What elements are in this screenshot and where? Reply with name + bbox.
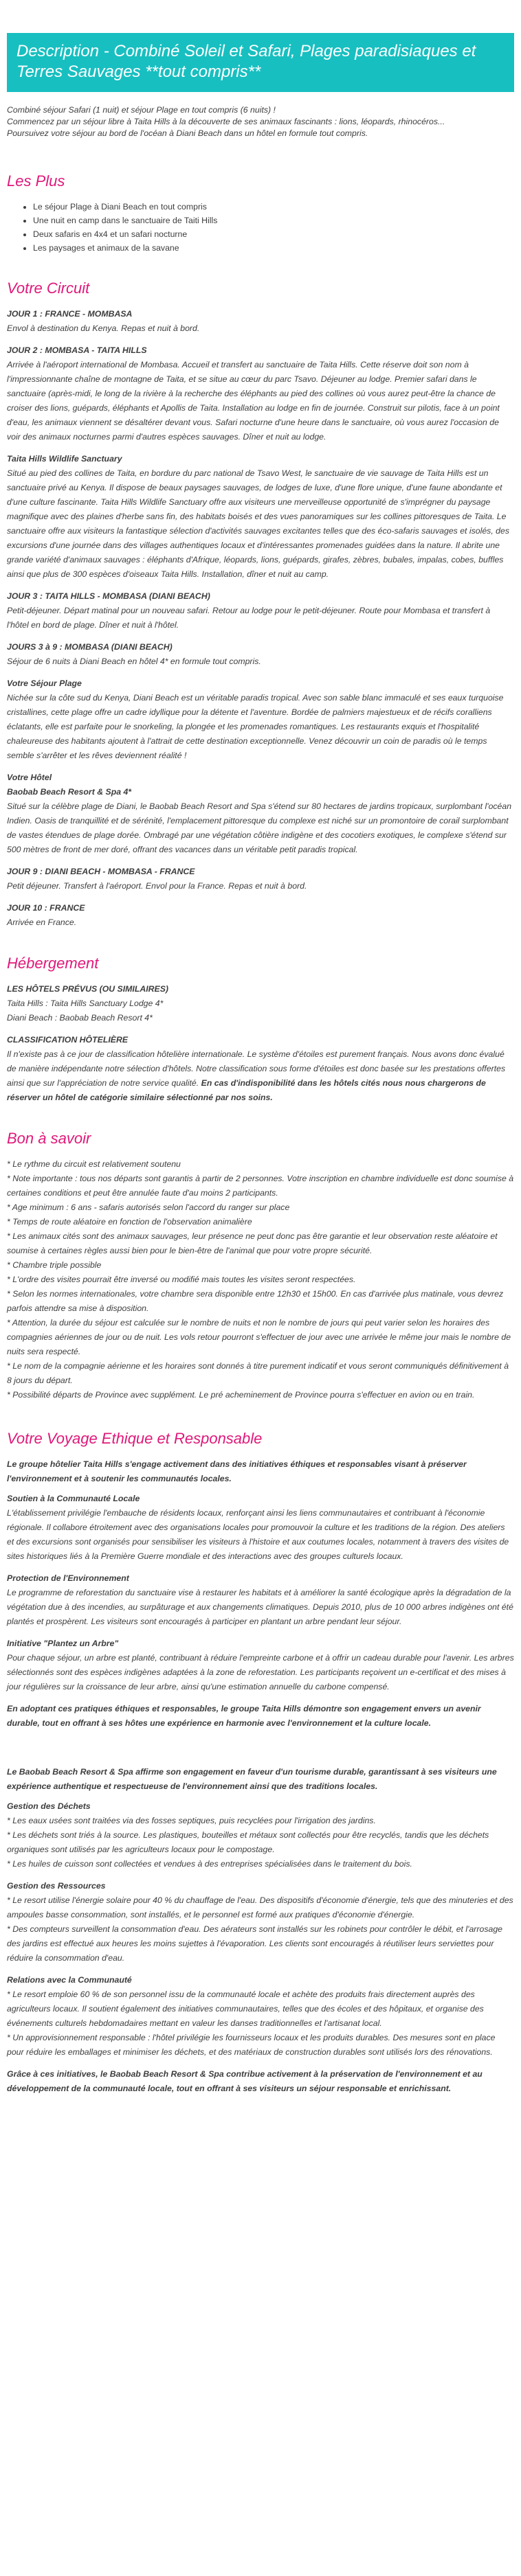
day-block bbox=[7, 865, 514, 893]
day-body: Situé au pied des collines de Taita, en bordure du parc national de Tsavo West, le sanctuaire de vie sauvage de Taita Hills est un sanctuaire privé au Kenya. Il dispose de beaux paysages sauvages, de lodges de luxe, d'une flore unique, d'une faune abondante et d'une culture fascinante. Taita Hills Wildlife Sanctuary offre aux visiteurs une merveilleuse opportunité de s'imprégner du paysage magnifique avec des plaines d'herbe sans fin, des habitats boisés et des vues panoramiques sur les collines pittoresques de Taita. Le sanctuaire offre aux visiteurs la fantastique sélection d'activités sauvages excitantes telles que des éco-safaris sauvages et isolés, des excursions d'une journée dans des villages authentiques locaux et d'intéressantes promenades guidées dans la nature. Il abrite une grande variété d'animaux sauvages : éléphants d'Afrique, léopards, lions, guépards, girafes, zèbres, bubales, impalas, cobes, buffles ainsi que plus de 300 espèces d'oiseaux Taita Hills. Installation, dîner et nuit au camp. bbox=[7, 468, 509, 579]
baobab-item bbox=[7, 1799, 514, 1871]
day-body: Petit-déjeuner. Départ matinal pour un nouveau safari. Retour au lodge pour le petit-déjeuner. Route pour Mombasa et transfert à l'hôtel en bord de plage. Dîner et nuit à l'hôtel. bbox=[7, 606, 491, 630]
info-line: * Le nom de la compagnie aérienne et les horaires sont donnés à titre purement indicatif et vous seront communiqués définitivement à 8 jours du départ. bbox=[7, 1361, 509, 1385]
day-title: Votre Hôtel Baobab Beach Resort & Spa 4* bbox=[7, 773, 132, 797]
day-body: Envol à destination du Kenya. Repas et nuit à bord. bbox=[7, 323, 200, 333]
ethique-item-title: Initiative "Plantez un Arbre" bbox=[7, 1639, 119, 1648]
classification-title: CLASSIFICATION HÔTELIÈRE bbox=[7, 1035, 129, 1045]
page bbox=[0, 33, 521, 2096]
baobab-item bbox=[7, 1879, 514, 1965]
day-body: Arrivée en France. bbox=[7, 917, 77, 927]
info-line: * Age minimum : 6 ans - safaris autorisés selon l'accord du ranger sur place bbox=[7, 1202, 290, 1212]
day-title: JOUR 10 : FRANCE bbox=[7, 903, 85, 913]
bon-a-savoir-list bbox=[7, 1157, 514, 1402]
day-title: Taita Hills Wildlife Sanctuary bbox=[7, 454, 122, 464]
intro-line: Poursuivez votre séjour au bord de l'océan à Diani Beach dans un hôtel en formule tout compris. bbox=[7, 128, 368, 138]
ethique-item-body: L'établissement privilégie l'embauche de résidents locaux, renforçant ainsi les liens communautaires et contribuant à l'économie régionale. Il collabore étroitement avec des organisations locales pour promouvoir la culture et les traditions de la région. Des ateliers et des excursions sont organisés pour sensibiliser les visiteurs à l'histoire et aux coutumes locales, notamment à travers des visites de sites historiques liés à la Première Guerre mondiale et des interactions avec des groupes culturels locaux. bbox=[7, 1508, 509, 1561]
page-title: Description - Combiné Soleil et Safari, Plages paradisiaques et Terres Sauvages **tout compris** bbox=[7, 33, 514, 92]
day-body: Petit déjeuner. Transfert à l'aéroport. Envol pour la France. Repas et nuit à bord. bbox=[7, 881, 307, 891]
baobab-item bbox=[7, 1973, 514, 2060]
day-title: JOURS 3 à 9 : MOMBASA (DIANI BEACH) bbox=[7, 642, 173, 652]
section-heading-bon-a-savoir: Bon à savoir bbox=[7, 1130, 91, 1147]
ethique-item-body: Le programme de reforestation du sanctuaire vise à restaurer les habitats et à améliorer la santé écologique après la dégradation de la végétation due à des incendies, au surpâturage et aux changements climatiques. Depuis 2010, plus de 10 000 arbres indigènes ont été plantés et prospèrent. Les visiteurs sont encouragés à participer en plantant un arbre pendant leur séjour. bbox=[7, 1588, 513, 1626]
baobab-item-title: Gestion des Déchets bbox=[7, 1801, 91, 1811]
list-item: • Les paysages et animaux de la savane bbox=[33, 241, 514, 255]
section-heading-ethique: Votre Voyage Ethique et Responsable bbox=[7, 1430, 263, 1447]
day-title: JOUR 2 : MOMBASA - TAITA HILLS bbox=[7, 345, 147, 355]
hotel-line: Taita Hills : Taita Hills Sanctuary Lodge 4* bbox=[7, 999, 164, 1008]
classification-body: Il n'existe pas à ce jour de classification hôtelière internationale. Le système d'étoiles est purement français. Nous avons donc évalué de manière indépendante notre sélection d'hôtels. Notre classification sous forme d'étoiles est donc basée sur les prestations offertes ainsi que sur l'appréciation de notre service qualité. bbox=[7, 1049, 506, 1088]
baobab-line: * Les eaux usées sont traitées via des fosses septiques, puis recyclées pour l'irrigation des jardins. bbox=[7, 1816, 376, 1825]
baobab-final: Grâce à ces initiatives, le Baobab Beach Resort & Spa contribue activement à la préservation de l'environnement et au développement de la communauté locale, tout en offrant à ses visiteurs un séjour responsable et enrichissant. bbox=[7, 2069, 483, 2093]
day-block bbox=[7, 901, 514, 930]
baobab-line: * Le resort emploie 60 % de son personnel issu de la communauté locale et achète des produits frais directement auprès des agriculteurs locaux. Il soutient également des initiatives communautaires, telles que des écoles et des hôpitaux, et organise des événements culturels hebdomadaires mettant en valeur les danses traditionnelles et l'artisanat local. bbox=[7, 1990, 484, 2028]
info-line: * Possibilité départs de Province avec supplément. Le pré acheminement de Province pourra s'effectuer en avion ou en train. bbox=[7, 1390, 475, 1400]
day-body: Situé sur la célèbre plage de Diani, le Baobab Beach Resort and Spa s'étend sur 80 hectares de jardins tropicaux, surplombant l'océan Indien. Oasis de tranquillité et de sérénité, l'emplacement pittoresque du complexe est niché sur un promontoire de corail surplombant de vastes étendues de plage dorée. Ombragé par une végétation côtière indigène et des cocotiers exotiques, le complexe s'étend sur 500 mètres de front de mer doré, offrant des vacances dans un véritable petit paradis tropical. bbox=[7, 801, 512, 854]
ethique-item-body: Pour chaque séjour, un arbre est planté, contribuant à réduire l'empreinte carbone et à offrir un cadeau durable pour l'avenir. Les arbres sélectionnés sont des espèces indigènes adaptées à la zone de reforestation. Les participants reçoivent un e-certificat et des mises à jour régulières sur la croissance de leur arbre, ainsi qu'une estimation annuelle du carbone compensé. bbox=[7, 1653, 514, 1691]
info-line: * Chambre triple possible bbox=[7, 1260, 102, 1270]
day-title: JOUR 9 : DIANI BEACH - MOMBASA - FRANCE bbox=[7, 867, 195, 876]
info-line: * L'ordre des visites pourrait être inversé ou modifié mais toutes les visites seront respectées. bbox=[7, 1275, 356, 1284]
ethique-item bbox=[7, 1637, 514, 1694]
ethique-item-title: Soutien à la Communauté Locale bbox=[7, 1494, 140, 1503]
hotels-title: LES HÔTELS PRÉVUS (OU SIMILAIRES) bbox=[7, 984, 169, 994]
list-item: • Deux safaris en 4x4 et un safari nocturne bbox=[33, 227, 514, 241]
day-block bbox=[7, 452, 514, 582]
baobab-line: * Les déchets sont triés à la source. Les plastiques, bouteilles et métaux sont collectés pour être recyclés, tandis que les déchets organiques sont utilisés par les agriculteurs locaux pour le compostage. bbox=[7, 1830, 489, 1854]
day-body: Séjour de 6 nuits à Diani Beach en hôtel 4* en formule tout compris. bbox=[7, 657, 261, 666]
day-block bbox=[7, 589, 514, 632]
info-line: * Selon les normes internationales, votre chambre sera disponible entre 12h30 et 15h00. En cas d'arrivée plus matinale, vous devrez parfois attendre sa mise à disposition. bbox=[7, 1289, 504, 1313]
baobab-line: * Le resort utilise l'énergie solaire pour 40 % du chauffage de l'eau. Des dispositifs d'économie d'énergie, tels que des minuteries et des ampoules basse consommation, sont installés, et le personnel est formé aux pratiques d'économie d'énergie. bbox=[7, 1895, 513, 1919]
list-item: • Une nuit en camp dans le sanctuaire de Taiti Hills bbox=[33, 214, 514, 227]
circuit-days bbox=[7, 307, 514, 930]
day-block bbox=[7, 307, 514, 336]
plus-list bbox=[7, 200, 514, 255]
day-title: JOUR 1 : FRANCE - MOMBASA bbox=[7, 309, 133, 319]
hotel-line: Diani Beach : Baobab Beach Resort 4* bbox=[7, 1013, 153, 1023]
day-block bbox=[7, 640, 514, 669]
baobab-line: * Un approvisionnement responsable : l'hôtel privilégie les fournisseurs locaux et les produits durables. Des mesures sont en place pour réduire les emballages et minimiser les déchets, et des matériaux de construction durables sont utilisés lors des rénovations. bbox=[7, 2033, 496, 2057]
intro bbox=[7, 104, 514, 139]
info-line: * Les animaux cités sont des animaux sauvages, leur présence ne peut donc pas être garantie et leur observation reste aléatoire et soumise à certaines règles aussi bien pour le bien-être de l'animal que pour votre propre sécurité. bbox=[7, 1231, 498, 1255]
baobab-item-title: Relations avec la Communauté bbox=[7, 1975, 132, 1985]
baobab-line: * Les huiles de cuisson sont collectées et vendues à des entreprises spécialisées dans le traitement du bois. bbox=[7, 1859, 412, 1869]
info-line: * Le rythme du circuit est relativement soutenu bbox=[7, 1159, 181, 1169]
intro-line: Combiné séjour Safari (1 nuit) et séjour Plage en tout compris (6 nuits) ! bbox=[7, 105, 276, 115]
info-line: * Temps de route aléatoire en fonction de l'observation animalière bbox=[7, 1217, 252, 1227]
day-block bbox=[7, 676, 514, 763]
ethique-item bbox=[7, 1571, 514, 1629]
info-line: * Attention, la durée du séjour est calculée sur le nombre de nuits et non le nombre de jours qui peut varier selon les horaires des compagnies aériennes de jour ou de nuit. Les vols retour pourront s'effectuer de jour avec une arrivée le même jour mais le nombre de nuits sera respecté. bbox=[7, 1318, 511, 1356]
section-heading-circuit: Votre Circuit bbox=[7, 280, 90, 297]
baobab-intro: Le Baobab Beach Resort & Spa affirme son engagement en faveur d'un tourisme durable, garantissant à ses visiteurs une expérience authentique et respectueuse de l'environnement ainsi que des traditions locales. bbox=[7, 1767, 497, 1791]
classification-note: En cas d'indisponibilité dans les hôtels cités nous nous chargerons de réserver un hôtel de catégorie similaire sélectionné par nos soins. bbox=[7, 1078, 486, 1102]
day-body: Nichée sur la côte sud du Kenya, Diani Beach est un véritable paradis tropical. Avec son sable blanc immaculé et ses eaux turquoise cristallines, cette plage offre un cadre idyllique pour la détente et l'aventure. Bordée de palmiers majestueux et de récifs coralliens éclatants, elle est parfaite pour le snorkeling, la plongée et les promenades romantiques. Les restaurants exquis et l'hospitalité chaleureuse des habitants ajoutent à l'attrait de cette destination exceptionnelle. Venez découvrir un coin de paradis où le temps semble s'arrêter et les rêves deviennent réalité ! bbox=[7, 693, 504, 760]
section-heading-plus: Les Plus bbox=[7, 172, 65, 190]
day-block bbox=[7, 771, 514, 857]
classification-block bbox=[7, 1033, 514, 1105]
ethique-conclusion: En adoptant ces pratiques éthiques et responsables, le groupe Taita Hills démontre son engagement envers un avenir durable, tout en offrant à ses hôtes une expérience en harmonie avec l'environnement et la culture locale. bbox=[7, 1704, 481, 1728]
ethique-item-title: Protection de l'Environnement bbox=[7, 1573, 129, 1583]
list-item: • Le séjour Plage à Diani Beach en tout compris bbox=[33, 200, 514, 214]
section-heading-hebergement: Hébergement bbox=[7, 955, 99, 972]
ethique-intro: Le groupe hôtelier Taita Hills s'engage activement dans des initiatives éthiques et responsables visant à préserver l'environnement et à soutenir les communautés locales. bbox=[7, 1459, 467, 1483]
day-title: Votre Séjour Plage bbox=[7, 679, 82, 688]
day-body: Arrivée à l'aéroport international de Mombasa. Accueil et transfert au sanctuaire de Taita Hills. Cette réserve doit son nom à l'impressionnante chaîne de montagne de Taita, et se situe au cœur du parc Tsavo. Déjeuner au lodge. Premier safari dans le sanctuaire (après-midi, le long de la rivière à la recherche des éléphants au pied des collines où vous aurez peut-être la chance de croiser des lions, guépards, éléphants et Apollis de Taita. Installation au lodge en fin de journée. Construit sur pilotis, face à un point d'eau, les animaux viennent se désaltérer devant vous. Safari nocturne d'une heure dans le sanctuaire, où vous aurez l'occasion de voir des animaux nocturnes parmi d'autres espèces sauvages. Dîner et nuit au lodge. bbox=[7, 360, 500, 442]
baobab-line: * Des compteurs surveillent la consommation d'eau. Des aérateurs sont installés sur les robinets pour contrôler le débit, et l'arrosage des jardins est effectué aux heures les moins sujettes à l'évaporation. Les clients sont encouragés à réutiliser leurs serviettes pour réduire la consommation d'eau. bbox=[7, 1924, 503, 1963]
ethique-item bbox=[7, 1492, 514, 1564]
day-block bbox=[7, 343, 514, 444]
ethique-content bbox=[7, 1457, 514, 2096]
intro-line: Commencez par un séjour libre à Taita Hills à la découverte de ses animaux fascinants : lions, léopards, rhinocéros... bbox=[7, 117, 445, 126]
hotels-block bbox=[7, 982, 514, 1025]
day-title: JOUR 3 : TAITA HILLS - MOMBASA (DIANI BEACH) bbox=[7, 591, 210, 601]
baobab-item-title: Gestion des Ressources bbox=[7, 1881, 106, 1891]
info-line: * Note importante : tous nos départs sont garantis à partir de 2 personnes. Votre inscription en chambre individuelle est donc soumise à certaines conditions et peut être annulée faute d'au moins 2 participants. bbox=[7, 1174, 514, 1198]
